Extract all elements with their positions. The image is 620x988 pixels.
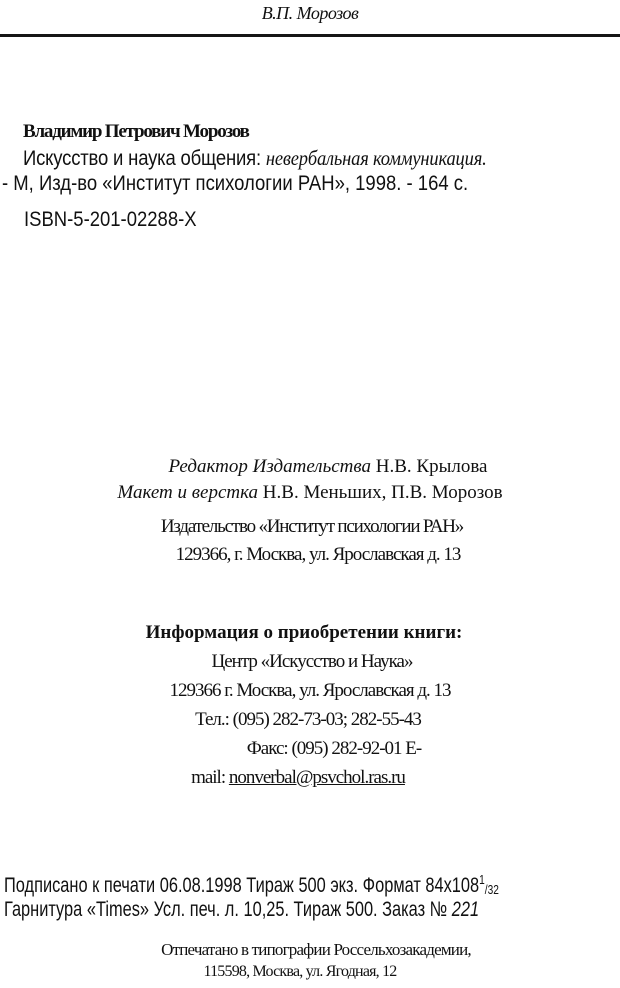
signed-to-print: [4, 872, 499, 898]
author-name: Владимир Петрович Морозов: [23, 121, 249, 142]
layout-role: Макет и верстка: [117, 482, 259, 503]
isbn: ISBN-5-201-02288-X: [24, 208, 197, 231]
publisher-name: Издательство «Институт психологии РАН»: [160, 516, 464, 537]
layout-names: Н.В. Меньших, П.В. Морозов: [258, 482, 503, 503]
header-rule: [0, 34, 620, 37]
email-line: [0, 767, 608, 789]
printer-address: 115598, Москва, ул. Ягодная, 12: [203, 963, 397, 980]
book-title: [23, 146, 487, 171]
centre-name: Центр «Искусство и Наука»: [211, 651, 413, 672]
publisher-address: 129366, г. Москва, ул. Ярославская д. 13: [175, 544, 461, 565]
purchase-heading: Информация о приобретении книги:: [145, 622, 463, 643]
editor-name: Н.В. Крылова: [371, 456, 488, 477]
fax-number: Факс: (095) 282-92-01 Е-: [246, 738, 422, 759]
editor-role: Редактор Издательства: [168, 456, 371, 477]
typeface-text: Гарнитура «Times» Усл. печ. л. 10,25. Тираж 500. Заказ №: [4, 898, 452, 921]
typeface-line: [4, 898, 479, 922]
editor-credit: [18, 456, 620, 478]
format-fraction-numerator: 1: [479, 872, 485, 887]
running-head: В.П. Морозов: [261, 3, 359, 23]
book-subtitle: невербальная коммуникация.: [265, 146, 487, 170]
format-fraction-denominator: /32: [484, 882, 499, 897]
centre-address: 129366 г. Москва, ул. Ярославская д. 13: [169, 680, 451, 701]
book-title-main: Искусство и наука общения:: [23, 147, 266, 170]
printed-at: Отпечатано в типографии Россельхозакадемии,: [161, 940, 471, 959]
layout-credit: [0, 482, 620, 504]
order-number: 221: [451, 898, 480, 921]
phone-numbers: Тел.: (095) 282-73-03; 282-55-43: [195, 709, 421, 730]
imprint: - М, Изд-во «Институт психологии РАН», 1998. - 164 с.: [2, 172, 469, 195]
email-link[interactable]: nonverbal@psvchol.ras.ru: [228, 767, 405, 788]
email-prefix: mail:: [191, 767, 229, 788]
signed-text: Подписано к печати 06.08.1998 Тираж 500 экз. Формат 84x108: [4, 874, 480, 897]
